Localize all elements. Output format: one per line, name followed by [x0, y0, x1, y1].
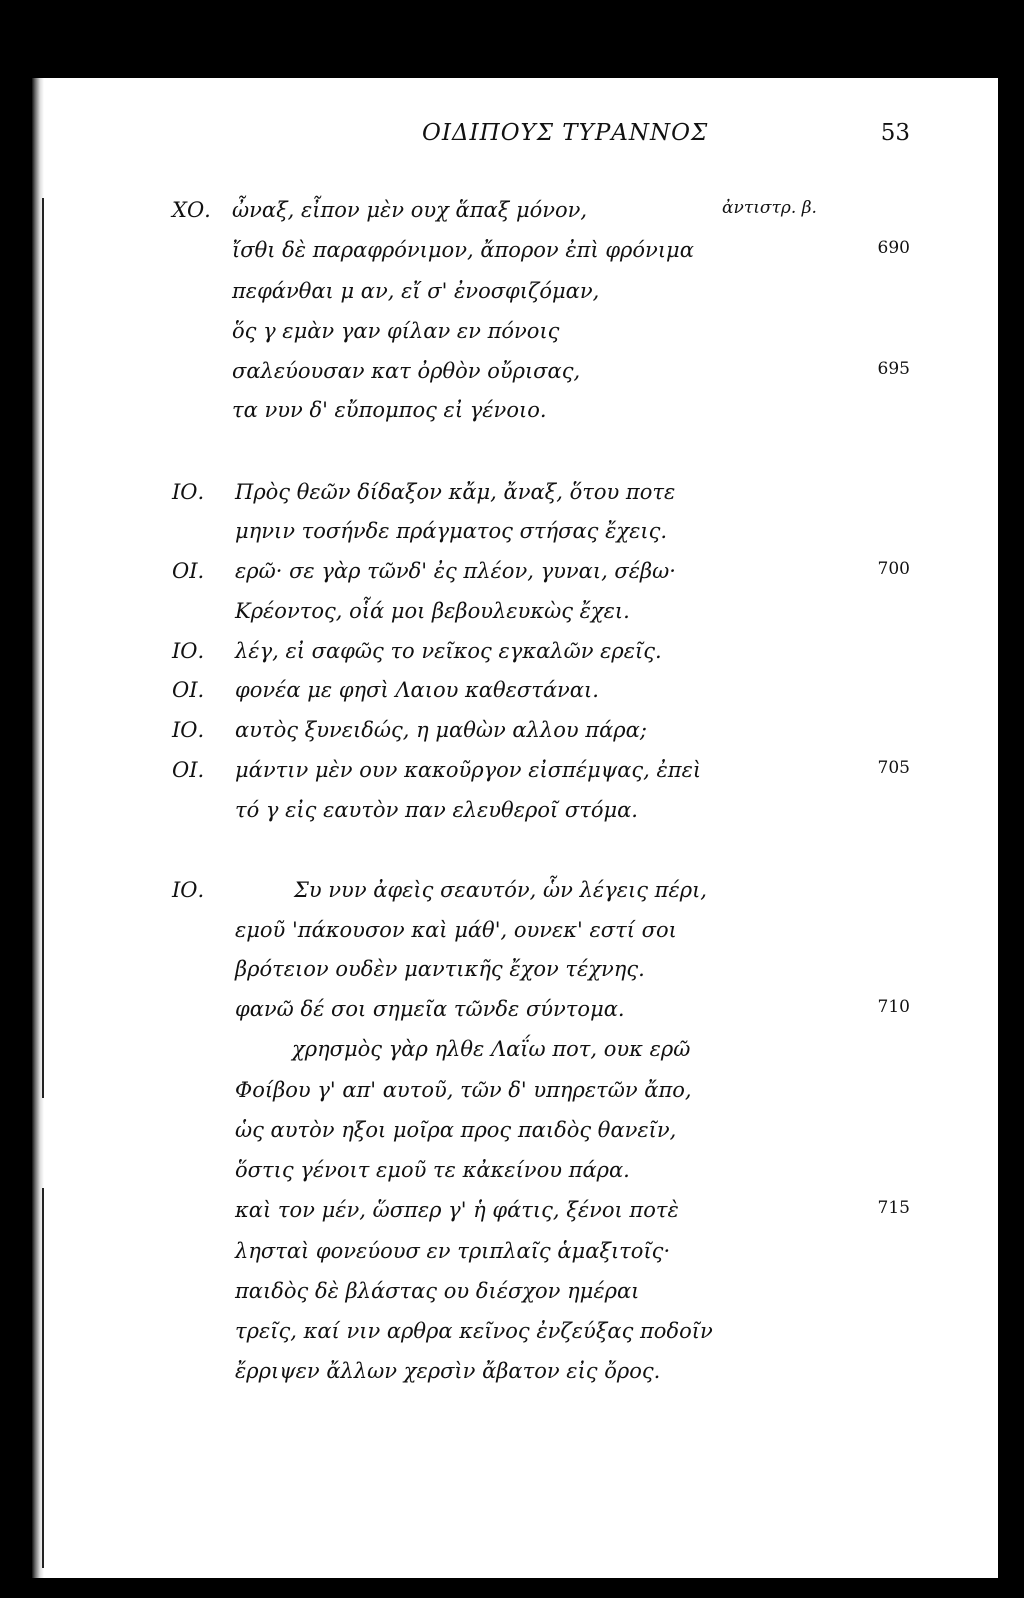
verse-text: ὡς αυτὸν ηξοι μοῖρα προς παιδὸς θανεῖν,	[235, 1118, 677, 1142]
verse-line	[32, 1359, 998, 1391]
speaker-label: ΙΟ.	[172, 480, 205, 504]
verse-text: χρησμὸς γὰρ ηλθε Λαΐω ποτ, ουκ ερῶ	[292, 1037, 691, 1061]
verse-line	[32, 480, 998, 512]
verse-line	[32, 1319, 998, 1351]
verse-text: αυτὸς ξυνειδώς, η μαθὼν αλλου πάρα;	[235, 718, 647, 742]
book-title: ΟΙΔΙΠΟΥΣ ΤΥΡΑΝΝΟΣ	[422, 120, 709, 146]
verse-text: ὦναξ, εἶπον μὲν ουχ ἅπαξ μόνον,	[232, 198, 588, 222]
verse-line	[32, 1279, 998, 1311]
verse-line	[32, 359, 998, 391]
verse-text: τα νυν δ' εὔπομπος εἰ γένοιο.	[232, 398, 547, 422]
verse-line	[32, 1158, 998, 1190]
speaker-label: ΟΙ.	[172, 678, 205, 702]
page-number: 53	[880, 120, 910, 146]
verse-line	[32, 758, 998, 790]
verse-line	[32, 559, 998, 591]
verse-line	[32, 997, 998, 1029]
verse-text: πεφάνθαι μ αν, εἴ σ' ἐνοσφιζόμαν,	[232, 279, 600, 303]
verse-line	[32, 798, 998, 830]
verse-line	[32, 957, 998, 989]
line-number: 700	[877, 559, 910, 579]
verse-line	[32, 639, 998, 671]
speaker-label: ΙΟ.	[172, 639, 205, 663]
verse-text: λησταὶ φονεύουσ εν τριπλαῖς ἁμαξιτοῖς·	[235, 1239, 671, 1263]
verse-line	[32, 878, 998, 910]
line-number: 705	[877, 758, 910, 778]
verse-text: τό γ εἰς εαυτὸν παν ελευθεροῖ στόμα.	[235, 798, 638, 822]
verse-text: φανῶ δέ σοι σημεῖα τῶνδε σύντομα.	[235, 997, 625, 1021]
verse-text: ὅστις γένοιτ εμοῦ τε κἀκείνου πάρα.	[235, 1158, 630, 1182]
verse-text: Πρὸς θεῶν δίδαξον κἄμ, ἄναξ, ὅτου ποτε	[235, 480, 676, 504]
verse-text: ἔρριψεν ἄλλων χερσὶν ἄβατον εἰς ὄρος.	[235, 1359, 661, 1383]
verse-line	[32, 718, 998, 750]
verse-line	[32, 519, 998, 551]
verse-line	[32, 1078, 998, 1110]
verse-text: Κρέοντος, οἷά μοι βεβουλευκὼς ἔχει.	[235, 599, 630, 623]
verse-line	[32, 238, 998, 270]
verse-text: Συ νυν ἀφεὶς σεαυτόν, ὧν λέγεις πέρι,	[294, 878, 707, 902]
speaker-label: ΟΙ.	[172, 758, 205, 782]
speaker-label: ΙΟ.	[172, 878, 205, 902]
verse-text: σαλεύουσαν κατ ὀρθὸν οὔρισας,	[232, 359, 581, 383]
verse-line	[32, 279, 998, 311]
verse-text: ερῶ· σε γὰρ τῶνδ' ἐς πλέον, γυναι, σέβω·	[235, 559, 676, 583]
speaker-label: ΧΟ.	[172, 198, 211, 222]
verse-text: ὅς γ εμὰν γαν φίλαν εν πόνοις	[232, 319, 560, 343]
verse-text: μηνιν τοσήνδε πράγματος στήσας ἔχεις.	[235, 519, 668, 543]
verse-line	[32, 678, 998, 710]
verse-line	[32, 599, 998, 631]
verse-line	[32, 398, 998, 430]
strophe-marker: ἀντιστρ. β.	[722, 198, 817, 218]
book-page	[32, 78, 998, 1578]
verse-line	[32, 1037, 998, 1069]
verse-text: λέγ, εἰ σαφῶς το νεῖκος εγκαλῶν ερεῖς.	[235, 639, 662, 663]
verse-text: ἴσθι δὲ παραφρόνιμον, ἄπορον ἐπὶ φρόνιμα	[232, 238, 694, 262]
line-number: 715	[877, 1198, 910, 1218]
verse-line	[32, 319, 998, 351]
verse-text: εμοῦ 'πάκουσον καὶ μάθ', ουνεκ' εστί σοι	[235, 918, 677, 942]
verse-line	[32, 1118, 998, 1150]
verse-text: μάντιν μὲν ουν κακοῦργον εἰσπέμψας, ἐπεὶ	[235, 758, 702, 782]
speaker-label: ΙΟ.	[172, 718, 205, 742]
verse-text: φονέα με φησὶ Λαιου καθεστάναι.	[235, 678, 599, 702]
verse-text: καὶ τον μέν, ὥσπερ γ' ἡ φάτις, ξένοι ποτὲ	[235, 1198, 679, 1222]
running-header	[32, 120, 998, 160]
line-number: 695	[877, 359, 910, 379]
verse-text: βρότειον ουδὲν μαντικῆς ἔχον τέχνης.	[235, 957, 645, 981]
verse-text: Φοίβου γ' απ' αυτοῦ, τῶν δ' υπηρετῶν ἄπο,	[235, 1078, 692, 1102]
speaker-label: ΟΙ.	[172, 559, 205, 583]
line-number: 690	[877, 238, 910, 258]
verse-line	[32, 1198, 998, 1230]
verse-text: τρεῖς, καί νιν αρθρα κεῖνος ἐνζεύξας ποδοῖν	[235, 1319, 713, 1343]
verse-text: παιδὸς δὲ βλάστας ου διέσχον ημέραι	[235, 1279, 640, 1303]
line-number: 710	[877, 997, 910, 1017]
verse-line	[32, 198, 998, 230]
verse-line	[32, 1239, 998, 1271]
verse-line	[32, 918, 998, 950]
